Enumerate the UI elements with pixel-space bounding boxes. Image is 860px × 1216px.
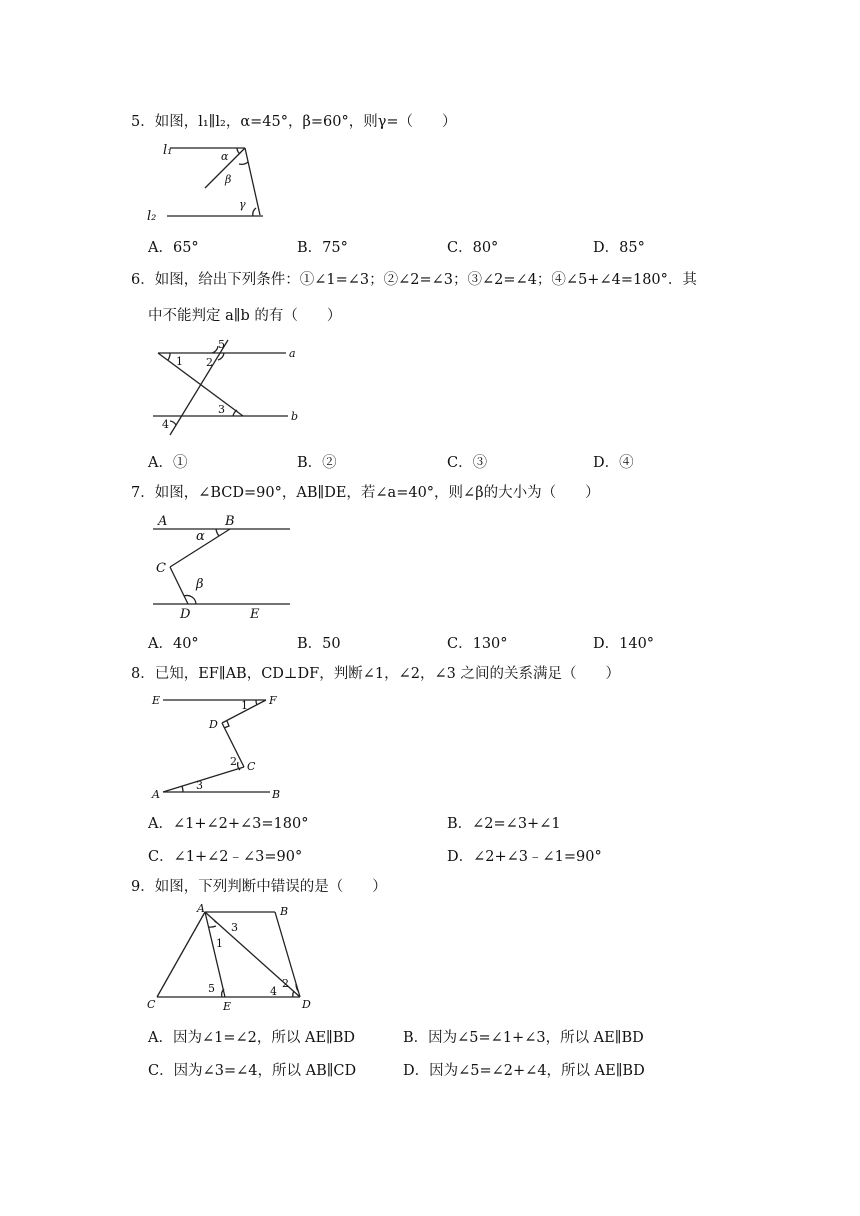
label-B: B — [225, 514, 235, 529]
label-3: 3 — [196, 779, 203, 792]
question-5-figure — [145, 138, 275, 228]
label-alpha: α — [221, 150, 229, 163]
q6-option-a[interactable]: A．① — [148, 455, 188, 471]
question-6-stem: 6．如图，给出下列条件：①∠1=∠3；②∠2=∠3；③∠2=∠4；④∠5+∠4=180°．其 — [131, 272, 697, 288]
q7-option-d[interactable]: D．140° — [593, 636, 655, 652]
label-1: 1 — [216, 937, 223, 950]
label-C: C — [247, 760, 256, 773]
label-A: A — [152, 788, 160, 801]
q7-option-c[interactable]: C．130° — [447, 636, 508, 652]
label-D: D — [180, 607, 191, 622]
label-B: B — [272, 788, 281, 801]
q7-option-b[interactable]: B．50 — [297, 636, 341, 652]
label-1: 1 — [241, 699, 248, 712]
q7-option-a[interactable]: A．40° — [148, 636, 199, 652]
q9-option-a[interactable]: A．因为∠1=∠2，所以 AE∥BD — [148, 1030, 356, 1046]
label-A: A — [197, 902, 205, 915]
q9-option-b[interactable]: B．因为∠5=∠1+∠3，所以 AE∥BD — [403, 1030, 644, 1046]
question-6-figure — [148, 340, 308, 440]
label-beta: β — [196, 577, 204, 592]
label-1: 1 — [176, 355, 183, 368]
label-F: F — [269, 694, 277, 707]
label-gamma: γ — [239, 198, 246, 211]
label-B: B — [280, 905, 289, 918]
label-5: 5 — [208, 982, 215, 995]
q8-option-d[interactable]: D．∠2+∠3﹣∠1=90° — [447, 849, 602, 865]
q9-option-c[interactable]: C．因为∠3=∠4，所以 AB∥CD — [148, 1063, 357, 1079]
question-8-figure — [148, 690, 288, 805]
label-D: D — [302, 998, 311, 1011]
label-2: 2 — [282, 977, 289, 990]
label-A: A — [158, 514, 168, 529]
question-9-stem: 9．如图，下列判断中错误的是（ ） — [131, 879, 387, 895]
q5-option-b[interactable]: B．75° — [297, 240, 348, 256]
question-8-stem: 8．已知，EF∥AB，CD⊥DF，判断∠1，∠2，∠3 之间的关系满足（ ） — [131, 666, 620, 682]
label-2: 2 — [230, 755, 237, 768]
q6-option-c[interactable]: C．③ — [447, 455, 488, 471]
label-l2: l₂ — [147, 209, 157, 224]
label-3: 3 — [231, 921, 238, 934]
label-4: 4 — [270, 985, 277, 998]
label-5: 5 — [218, 338, 225, 351]
label-C: C — [156, 561, 166, 576]
label-4: 4 — [162, 418, 169, 431]
q8-option-a[interactable]: A．∠1+∠2+∠3=180° — [148, 816, 309, 832]
label-l1: l₁ — [163, 143, 173, 158]
label-E: E — [152, 694, 161, 707]
label-alpha: α — [196, 529, 205, 544]
question-5-stem: 5．如图，l₁∥l₂，α=45°，β=60°，则γ=（ ） — [131, 114, 457, 130]
question-9-figure — [145, 902, 320, 1017]
label-E: E — [250, 607, 260, 622]
q8-option-c[interactable]: C．∠1+∠2﹣∠3=90° — [148, 849, 303, 865]
q5-option-a[interactable]: A．65° — [148, 240, 199, 256]
label-a: a — [289, 347, 296, 360]
label-E: E — [223, 1000, 232, 1013]
question-7-stem: 7．如图，∠BCD=90°，AB∥DE，若∠a=40°，则∠β的大小为（ ） — [131, 485, 600, 501]
label-D: D — [209, 718, 218, 731]
q9-option-d[interactable]: D．因为∠5=∠2+∠4，所以 AE∥BD — [403, 1063, 645, 1079]
label-3: 3 — [218, 403, 225, 416]
question-7-figure — [150, 512, 295, 622]
q5-option-d[interactable]: D．85° — [593, 240, 645, 256]
label-beta: β — [225, 173, 232, 186]
q8-option-b[interactable]: B．∠2=∠3+∠1 — [447, 816, 561, 832]
label-2: 2 — [206, 356, 213, 369]
question-6-stem-cont: 中不能判定 a∥b 的有（ ） — [148, 308, 342, 324]
q6-option-b[interactable]: B．② — [297, 455, 337, 471]
q6-option-d[interactable]: D．④ — [593, 455, 634, 471]
q5-option-c[interactable]: C．80° — [447, 240, 499, 256]
label-C: C — [147, 998, 156, 1011]
label-b: b — [291, 410, 299, 423]
